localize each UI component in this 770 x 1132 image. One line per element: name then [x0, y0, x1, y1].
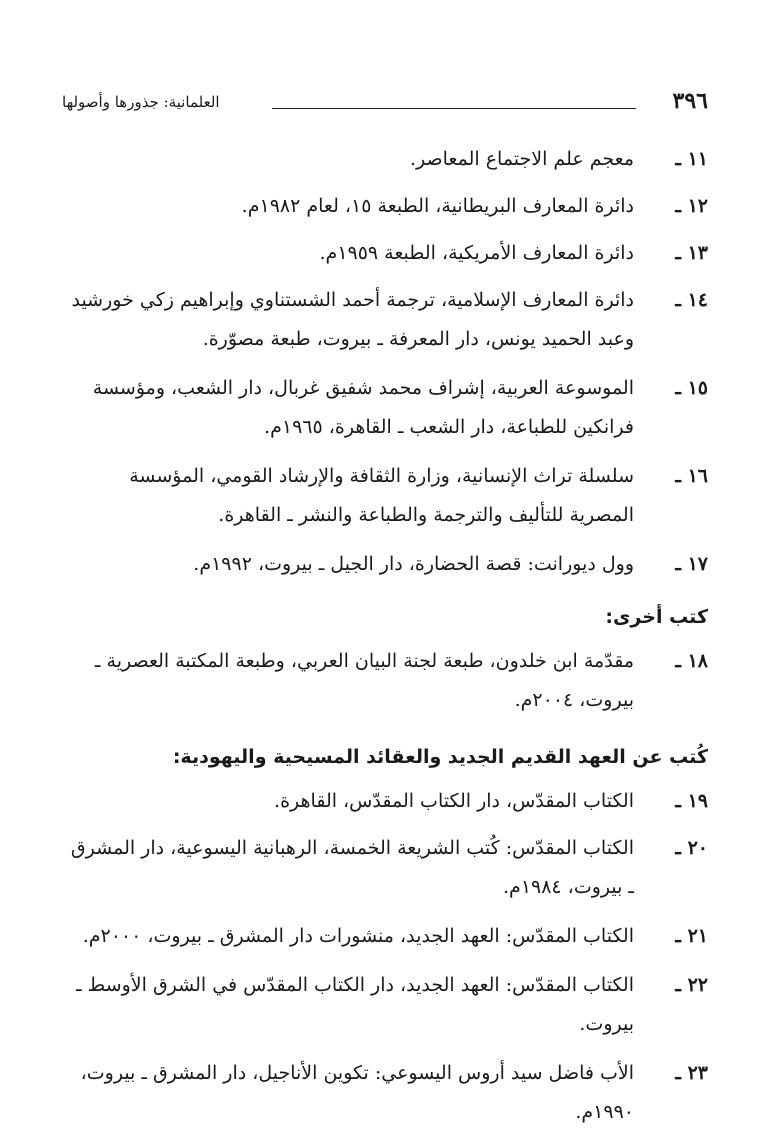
- entry-number: ١٩ ـ: [675, 790, 708, 812]
- bibliography-entry: [62, 966, 708, 1044]
- entry-number: ١٢ ـ: [675, 195, 708, 217]
- entry-number: ١٤ ـ: [675, 289, 708, 311]
- entry-text: معجم علم الاجتماع المعاصر.: [409, 148, 634, 170]
- entry-text: دائرة المعارف الأمريكية، الطبعة ١٩٥٩م.: [319, 242, 634, 264]
- header-rule: [272, 108, 636, 109]
- bibliography-entry: [62, 545, 708, 584]
- entry-text: الكتاب المقدّس: كُتب الشريعة الخمسة، الرهبانية اليسوعية، دار المشرق ـ بيروت، ١٩٨٤م.: [70, 837, 634, 898]
- entry-text: دائرة المعارف البريطانية، الطبعة ١٥، لعام ١٩٨٢م.: [241, 195, 634, 217]
- bibliography-entry: [62, 457, 708, 535]
- entry-text: الكتاب المقدّس: العهد الجديد، دار الكتاب المقدّس في الشرق الأوسط ـ بيروت.: [76, 974, 634, 1035]
- entry-text: وول ديورانت: قصة الحضارة، دار الجيل ـ بيروت، ١٩٩٢م.: [193, 553, 634, 575]
- bibliography-entry: [62, 140, 708, 179]
- page-number: ٣٩٦: [672, 88, 708, 114]
- entry-text: سلسلة تراث الإنسانية، وزارة الثقافة والإرشاد القومي، المؤسسة المصرية للتأليف والترجمة والطباعة والنشر ـ القاهرة.: [129, 465, 634, 526]
- entry-text: الكتاب المقدّس: العهد الجديد، منشورات دار المشرق ـ بيروت، ٢٠٠٠م.: [82, 925, 634, 947]
- entry-text: مقدّمة ابن خلدون، طبعة لجنة البيان العربي، وطبعة المكتبة العصرية ـ بيروت، ٢٠٠٤م.: [94, 650, 634, 711]
- bibliography-entry: [62, 642, 708, 720]
- running-header: [62, 86, 708, 116]
- entry-text: دائرة المعارف الإسلامية، ترجمة أحمد الشستناوي وإبراهيم زكي خورشيد وعبد الحميد يونس، دار المعرفة ـ بيروت، طبعة مصوّرة.: [71, 289, 634, 350]
- bibliography-entry: [62, 234, 708, 273]
- book-title: العلمانية: جذورها وأصولها: [62, 93, 220, 111]
- entry-number: ١٦ ـ: [675, 465, 708, 487]
- section-heading-other-books: كتب أخرى:: [605, 606, 708, 628]
- entry-number: ١١ ـ: [675, 148, 708, 170]
- entry-number: ١٥ ـ: [675, 377, 708, 399]
- section-heading-scripture-books: كُتب عن العهد القديم الجديد والعقائد المسيحية واليهودية:: [172, 746, 708, 768]
- entry-number: ١٣ ـ: [675, 242, 708, 264]
- entry-number: ٢١ ـ: [675, 925, 708, 947]
- bibliography-entry: [62, 369, 708, 447]
- bibliography-entry: [62, 829, 708, 907]
- entry-number: ٢٣ ـ: [675, 1062, 708, 1084]
- entry-text: الكتاب المقدّس، دار الكتاب المقدّس، القاهرة.: [274, 790, 634, 812]
- entry-text: الموسوعة العربية، إشراف محمد شفيق غربال، دار الشعب، ومؤسسة فرانكين للطباعة، دار الشعب ـ القاهرة، ١٩٦٥م.: [92, 377, 634, 438]
- entry-number: ١٨ ـ: [675, 650, 708, 672]
- bibliography-content: [62, 140, 708, 1132]
- bibliography-entry: [62, 281, 708, 359]
- bibliography-entry: [62, 782, 708, 821]
- entry-number: ١٧ ـ: [675, 553, 708, 575]
- bibliography-entry: [62, 1054, 708, 1132]
- entry-text: الأب فاضل سيد أروس اليسوعي: تكوين الأناجيل، دار المشرق ـ بيروت، ١٩٩٠م.: [80, 1062, 634, 1123]
- bibliography-entry: [62, 187, 708, 226]
- bibliography-entry: [62, 917, 708, 956]
- entry-number: ٢٢ ـ: [675, 974, 708, 996]
- entry-number: ٢٠ ـ: [675, 837, 708, 859]
